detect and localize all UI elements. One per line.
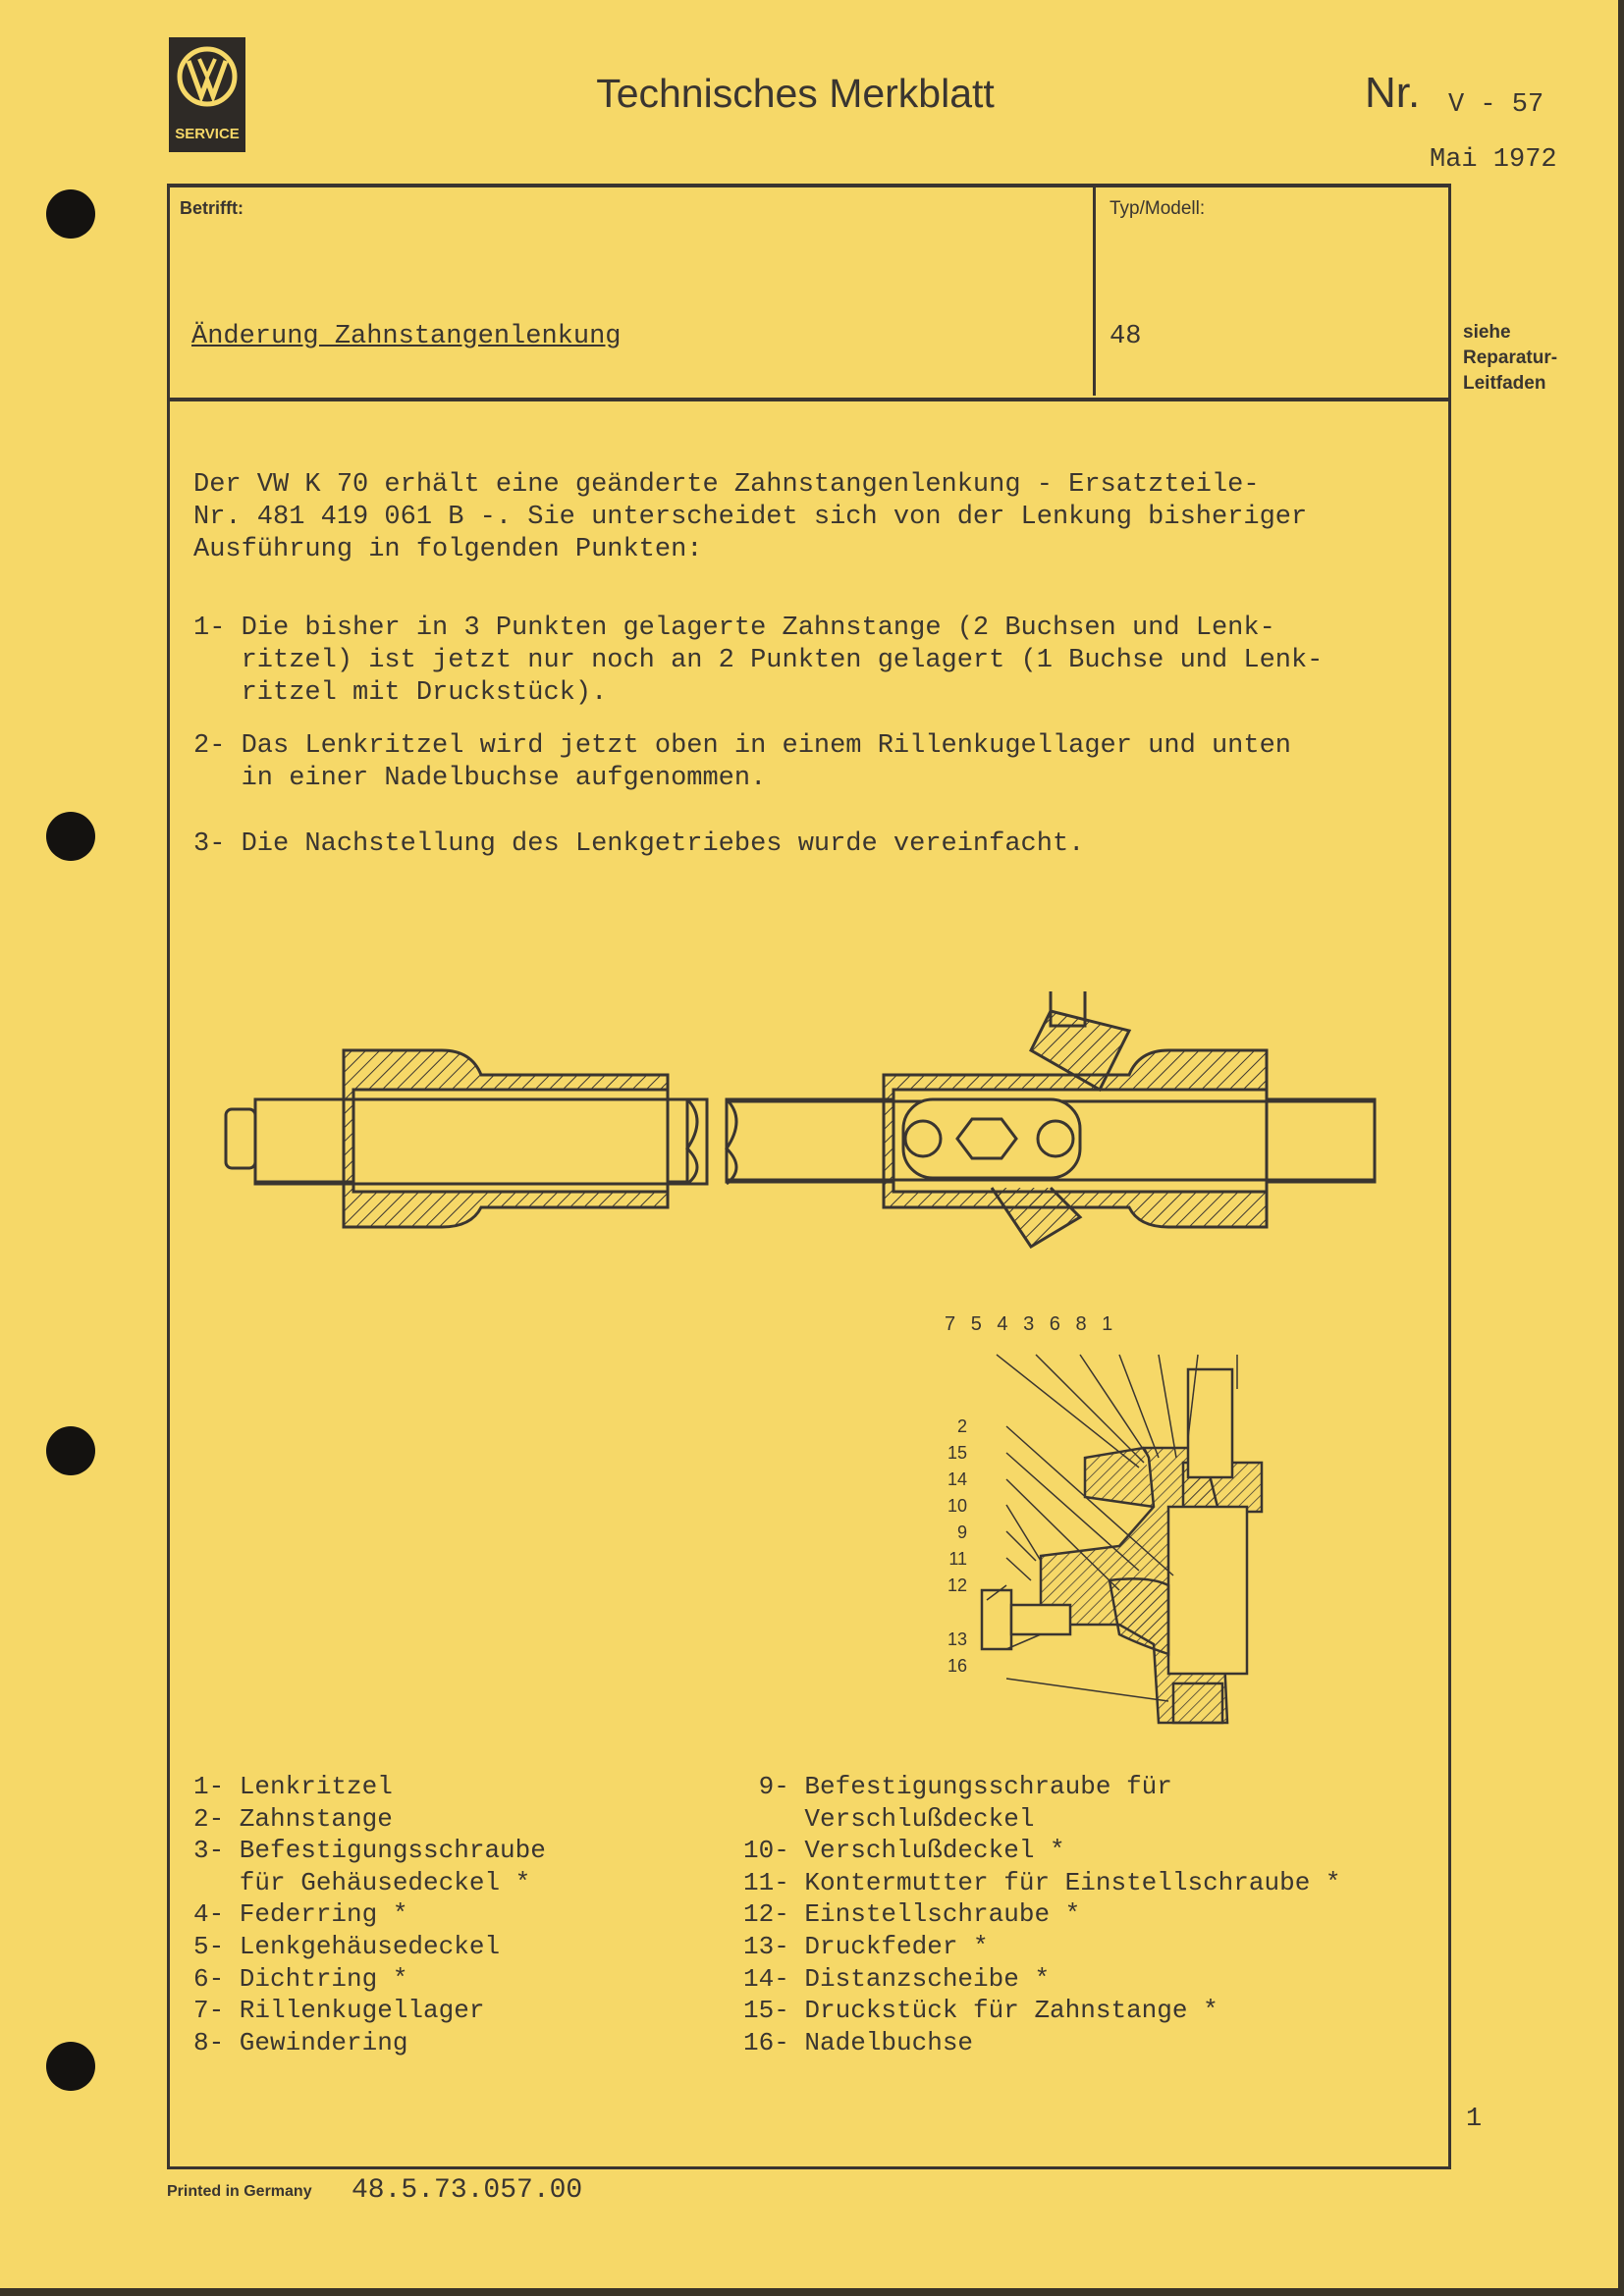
side-note-line: Reparatur- [1463,347,1558,368]
legend-item: Verschlußdeckel [743,1803,1035,1834]
callout: 4 [997,1313,1008,1335]
document-code: 48.5.73.057.00 [352,2175,583,2206]
legend-item: 15- Druckstück für Zahnstange * [743,1996,1218,2026]
legend-item: 11- Kontermutter für Einstellschraube * [743,1867,1341,1897]
punch-hole [46,189,95,239]
legend-item: 16- Nadelbuchse [743,2027,974,2057]
callout: 1 [1102,1313,1113,1335]
side-note-line: siehe [1463,322,1511,343]
text-line: 1- Die bisher in 3 Punkten gelagerte Zahnstange (2 Buchsen und Lenk- [193,614,1275,643]
info-box-divider [1093,186,1096,396]
model-label: Typ/Modell: [1110,198,1206,219]
legend-item: 13- Druckfeder * [743,1931,989,1961]
side-note-line: Leitfaden [1463,373,1546,394]
callout: 8 [1075,1313,1087,1335]
legend-item: 8- Gewindering [193,2027,408,2057]
legend-item: 6- Dichtring * [193,1963,408,1994]
callout: 2 [956,1416,967,1436]
callout: 13 [947,1629,967,1649]
page-number: 1 [1466,2105,1483,2134]
text-line: Ausführung in folgenden Punkten: [193,535,703,564]
callout: 3 [1023,1313,1035,1335]
legend-item: 9- Befestigungsschraube für [743,1772,1172,1801]
text-line: ritzel) ist jetzt nur noch an 2 Punkten gelagert (1 Buchse und Lenk- [193,646,1324,675]
text-line: 3- Die Nachstellung des Lenkgetriebes wurde vereinfacht. [193,829,1085,859]
intro-paragraph [193,469,1307,566]
nr-value: V - 57 [1448,90,1544,120]
side-note [1463,320,1557,397]
callouts-left [938,1414,967,1680]
nr-label: Nr. [1365,69,1421,117]
point-2 [193,730,1291,795]
svg-text:SERVICE: SERVICE [175,126,240,142]
text-line: 2- Das Lenkritzel wird jetzt oben in einem Rillenkugellager und unten [193,731,1291,761]
callout: 12 [947,1575,967,1595]
legend-item: 5- Lenkgehäusedeckel [193,1931,501,1961]
page-edge [1618,0,1624,2296]
legend-item: 2- Zahnstange [193,1803,393,1834]
page-edge [0,2288,1624,2296]
info-box [167,184,1451,401]
text-line: ritzel mit Druckstück). [193,678,608,708]
subject-label: Betrifft: [180,198,244,218]
subject-value: Änderung Zahnstangenlenkung [191,322,622,351]
callout: 5 [970,1313,982,1335]
text-line: in einer Nadelbuchse aufgenommen. [193,764,767,793]
callout: 16 [947,1656,967,1676]
pinion-section-drawing [923,1310,1316,1742]
legend-item: 14- Distanzscheibe * [743,1963,1051,1994]
legend-item: 12- Einstellschraube * [743,1899,1081,1930]
punch-hole [46,2042,95,2091]
text-line: Nr. 481 419 061 B -. Sie unterscheidet sich von der Lenkung bisheriger [193,503,1308,532]
legend-item: 10- Verschlußdeckel * [743,1836,1065,1866]
legend-right [743,1771,1341,2058]
legend-item: 3- Befestigungsschraube [193,1836,546,1866]
callout: 15 [947,1443,967,1463]
point-3 [193,828,1084,861]
text-line: Der VW K 70 erhält eine geänderte Zahnstangenlenkung - Ersatzteile- [193,470,1260,500]
punch-hole [46,812,95,861]
model-value: 48 [1110,322,1142,351]
issue-date: Mai 1972 [1430,145,1557,175]
steering-rack-drawing [216,991,1394,1256]
callout: 7 [945,1313,956,1335]
punch-hole [46,1426,95,1475]
legend-item: 4- Federring * [193,1899,408,1930]
legend-left [193,1771,546,2058]
point-1 [193,613,1323,710]
legend-item: 1- Lenkritzel [193,1772,393,1801]
legend-item: für Gehäusedeckel * [193,1867,531,1897]
document-title: Technisches Merkblatt [596,71,995,116]
printed-in: Printed in Germany [167,2183,312,2200]
legend-item: 7- Rillenkugellager [193,1996,485,2026]
callout: 14 [947,1469,967,1489]
callout: 11 [948,1549,967,1569]
callout: 9 [956,1522,967,1542]
vw-logo [169,37,245,152]
callouts-top [945,1313,1112,1336]
callout: 6 [1049,1313,1060,1335]
callout: 10 [947,1496,967,1516]
